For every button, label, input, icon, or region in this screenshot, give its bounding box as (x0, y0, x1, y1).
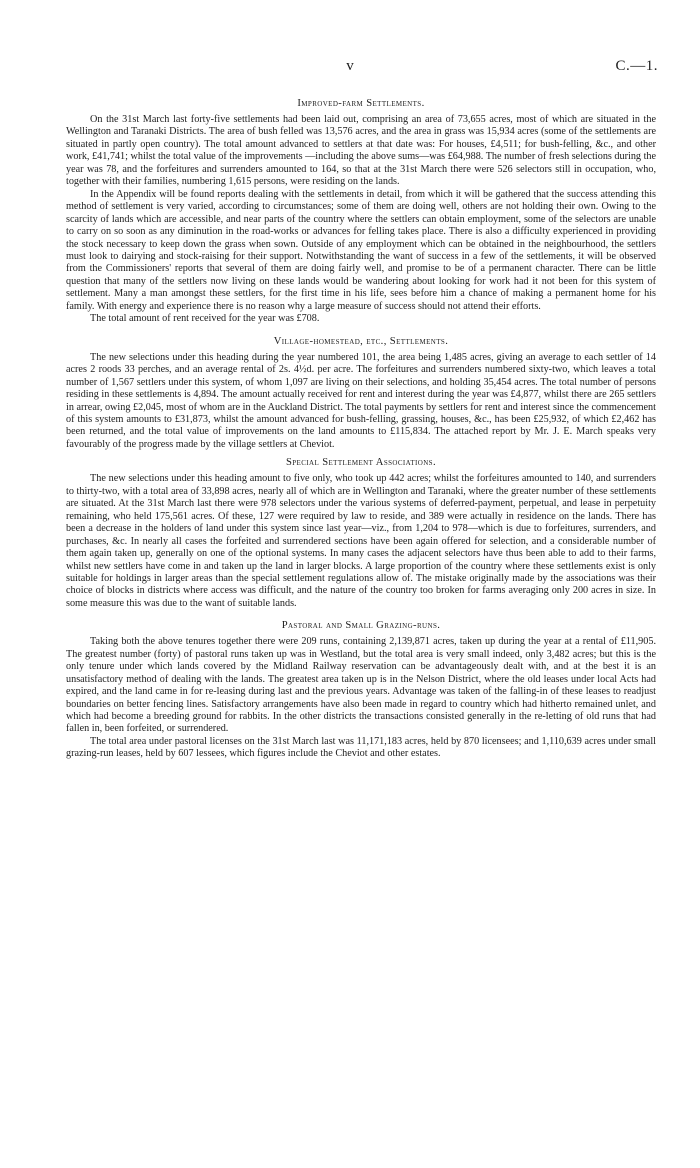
section-special-settlement-associations (66, 456, 656, 610)
section-heading: Pastoral and Small Grazing-runs. (281, 620, 441, 632)
section-heading: Village-homestead, etc., Settlements. (273, 335, 449, 347)
section-village-homestead-settlements (66, 335, 656, 452)
page-content (66, 92, 656, 761)
section-heading: Special Settlement Associations. (285, 457, 437, 469)
section-improved-farm-settlements (66, 97, 656, 326)
paragraph: Taking both the above tenures together there were 209 runs, containing 2,139,871 acres, taken up during the year at a rental of £11,905. The greatest number (forty) of pastoral runs taken up was in Westland, but the total area is very small indeed, only 3,482 acres; but this is the only tenure under which lands covered by the Midland Railway reservation can be advantageously dealt with, and at the best it is an unsatisfactory method of dealing with the lands. The greatest area taken up is in the Nelson District, where the old leases under local Acts had expired, and the land came in for re-leasing during last and the previous years. Advantage was taken of the falling-in of these leases to readjust boundaries on better fencing lines. Satisfactory arrangements have also been made in regard to country which had hitherto remained unlet, and which had become a breeding ground for rabbits. In the other districts the transactions consisted generally in the re-letting of old runs that had fallen in, been forfeited, or surrendered. (66, 636, 656, 735)
document-reference: C.—1. (615, 58, 658, 74)
paragraph: The total area under pastoral licenses on the 31st March last was 11,171,183 acres, held by 870 licensees; and 1,110,639 acres under small grazing-run leases, held by 607 lessees, which figures include the Cheviot and other estates. (66, 735, 656, 760)
paragraph: The new selections under this heading amount to five only, who took up 442 acres; whilst the forfeitures amounted to 140, and surrenders to thirty-two, with a total area of 33,898 acres, nearly all of which are in Wellington and Taranaki, where the greater number of these settlements are situated. At the 31st March last there were 978 selectors under the various systems of deferred-payment, perpetual, and lease in perpetuity remaining, who held 175,561 acres. Of these, 127 were required by law to reside, and 389 were actually in residence on the lands. There has been a decrease in the holders of land under this system since last year—viz., from 1,204 to 978—which is due to forfeitures, surrenders, and purchases, &c. In nearly all cases the forfeited and surrendered sections have been again offered for selection, and a considerable number of them again taken up, generally on one of the optional systems. In many cases the adjacent selectors have thus been able to add to their farms, whilst new settlers have come in and taken up the land in larger blocks. A large proportion of the country where these settlements exist is only suitable for holdings in larger areas than the special settlement regulations allow of. The mistake originally made by the associations was their choice of blocks in districts where access was difficult, and the nature of the country too broken for farms averaging only 200 acres in size. In some measure this was due to the want of suitable lands. (66, 473, 656, 609)
paragraph: In the Appendix will be found reports dealing with the settlements in detail, from which it will be gathered that the success attending this method of settlement is very varied, according to circumstances; some of them are doing well, others are not holding their own. Owing to the scarcity of lands which are accessible, and near parts of the country where the settlers can obtain employment, some of the selectors are unable to carry on so soon as any diminution in the road-works or advances for felling takes place. There is also a difficulty experienced in providing the stock necessary to keep down the grass when sown. Outside of any employment which can be obtained in the neighbourhood, the settlers must look to dairying and stock-raising for their support. Notwithstanding the want of success in a few of the settlements, it will be observed from the Commissioners' reports that several of them are doing fairly well, and promise to be of a permanent character. There can be little question that many of the settlers now living on these lands would be wandering about looking for work had it not been for this system of settlement. Many a man amongst these settlers, for the first time in his life, sees before him a chance of making a permanent home for his family. With energy and experience there is no reason why a large measure of success should not attend their efforts. (66, 188, 656, 312)
paragraph: The total amount of rent received for the year was £708. (90, 313, 320, 325)
paragraph: The new selections under this heading during the year numbered 101, the area being 1,485 acres, giving an average to each settler of 14 acres 2 roods 33 perches, and an average rental of 2s. 4½d. per acre. The forfeitures and surrenders numbered sixty-two, which leaves a total number of 1,567 settlers under this system, of whom 1,097 are living on their selections, and holding 35,454 acres. The total number of persons residing in these settlements is 4,894. The amount actually received for rent and interest during the year was £4,877, whilst there are 265 settlers in arrear, owing £2,045, most of whom are in the Auckland District. The total payments by settlers for rent and interest since the commencement of this system amounts to £31,873, whilst the amount advanced for bush-felling, grassing, houses, &c., has been £25,932, of which £2,462 has been returned, and the total value of improvements on the land amounts to £115,834. The attached report by Mr. J. E. March speaks very favourably of the progress made by the village settlers at Cheviot. (66, 351, 656, 450)
paragraph: On the 31st March last forty-five settlements had been laid out, comprising an area of 73,655 acres, most of which are situated in the Wellington and Taranaki Districts. The area of bush felled was 13,576 acres, and the area in grass was 15,934 acres (some of the settlements are situated in partly open country). The total amount advanced to settlers at that date was: For houses, £4,511; for bush-felling, &c., and other work, £41,741; whilst the total value of the improvements —including the above sums—was £64,988. The number of fresh selections during the year was 78, and the forfeitures and surrenders amounted to 164, so that at the 31st March there were 526 selectors still in occupation, who, together with their families, numbering 1,615 persons, were residing on the lands. (66, 114, 657, 188)
section-heading: Improved-farm Settlements. (297, 98, 425, 109)
page-header (0, 58, 700, 78)
section-pastoral-grazing-runs (66, 619, 656, 761)
page-number: v (346, 58, 354, 74)
